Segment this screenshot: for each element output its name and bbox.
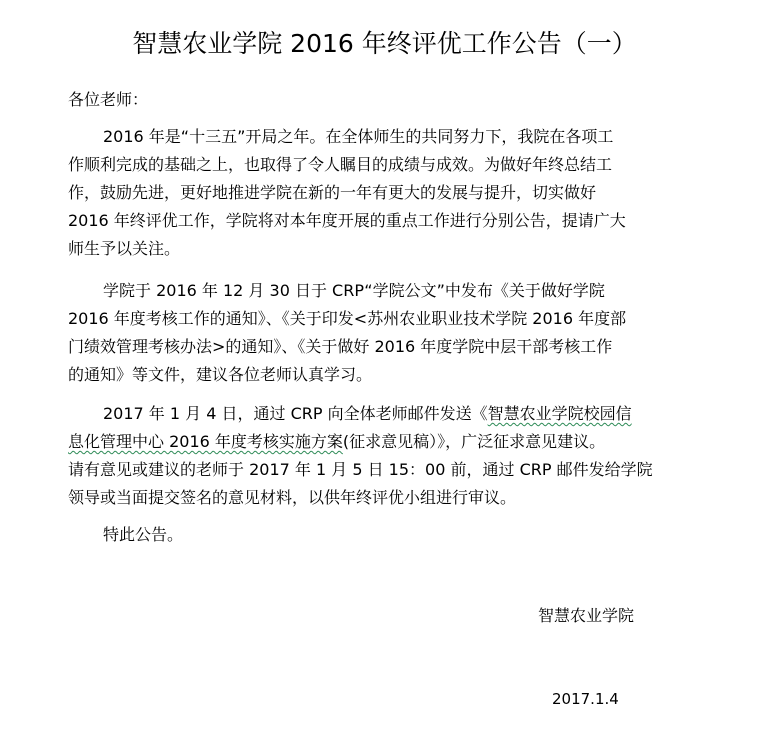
document-title: 智慧农业学院 2016 年终评优工作公告（一） bbox=[132, 29, 637, 58]
spellcheck-marked-text: 息化管理中心 2016 年度考核实施方案 bbox=[68, 432, 343, 451]
signature-organization: 智慧农业学院 bbox=[538, 606, 635, 625]
paragraph-2 bbox=[68, 277, 708, 389]
paragraph-line bbox=[68, 400, 708, 428]
paragraph-1 bbox=[68, 123, 708, 263]
paragraph-line bbox=[68, 428, 708, 456]
paragraph-line: 请有意见或建议的老师于 2017 年 1 月 5 日 15：00 前，通过 CRP 邮件发给学院 bbox=[68, 460, 653, 479]
paragraph-line: 领导或当面提交签名的意见材料，以供年终评优小组进行审议。 bbox=[68, 488, 517, 507]
paragraph-text: (征求意见稿）》，广泛征求意见建议。 bbox=[342, 432, 606, 451]
paragraph-text: 2017 年 1 月 4 日，通过 CRP 向全体老师邮件发送《 bbox=[103, 404, 488, 423]
closing-remark: 特此公告。 bbox=[103, 525, 184, 544]
paragraph-line: 学院于 2016 年 12 月 30 日于 CRP“学院公文”中发布《关于做好学院 bbox=[103, 281, 605, 300]
signature-date: 2017.1.4 bbox=[552, 690, 619, 708]
paragraph-line: 门绩效管理考核办法>的通知》、《关于做好 2016 年度学院中层干部考核工作 bbox=[68, 337, 613, 356]
paragraph-line: 作，鼓励先进，更好地推进学院在新的一年有更大的发展与提升，切实做好 bbox=[68, 183, 597, 202]
paragraph-line: 师生予以关注。 bbox=[68, 239, 181, 258]
salutation: 各位老师： bbox=[68, 90, 149, 109]
paragraph-line: 的通知》等文件，建议各位老师认真学习。 bbox=[68, 365, 373, 384]
paragraph-3 bbox=[68, 400, 708, 512]
paragraph-line: 2016 年度考核工作的通知》、《关于印发<苏州农业职业技术学院 2016 年度部 bbox=[68, 309, 627, 328]
paragraph-line: 作顺利完成的基础之上，也取得了令人瞩目的成绩与成效。为做好年终总结工 bbox=[68, 155, 613, 174]
spellcheck-marked-text: 智慧农业学院校园信 bbox=[487, 404, 632, 423]
paragraph-line: 2016 年是“十三五”开局之年。在全体师生的共同努力下，我院在各项工 bbox=[103, 127, 614, 146]
paragraph-line: 2016 年终评优工作，学院将对本年度开展的重点工作进行分别公告，提请广大 bbox=[68, 211, 626, 230]
